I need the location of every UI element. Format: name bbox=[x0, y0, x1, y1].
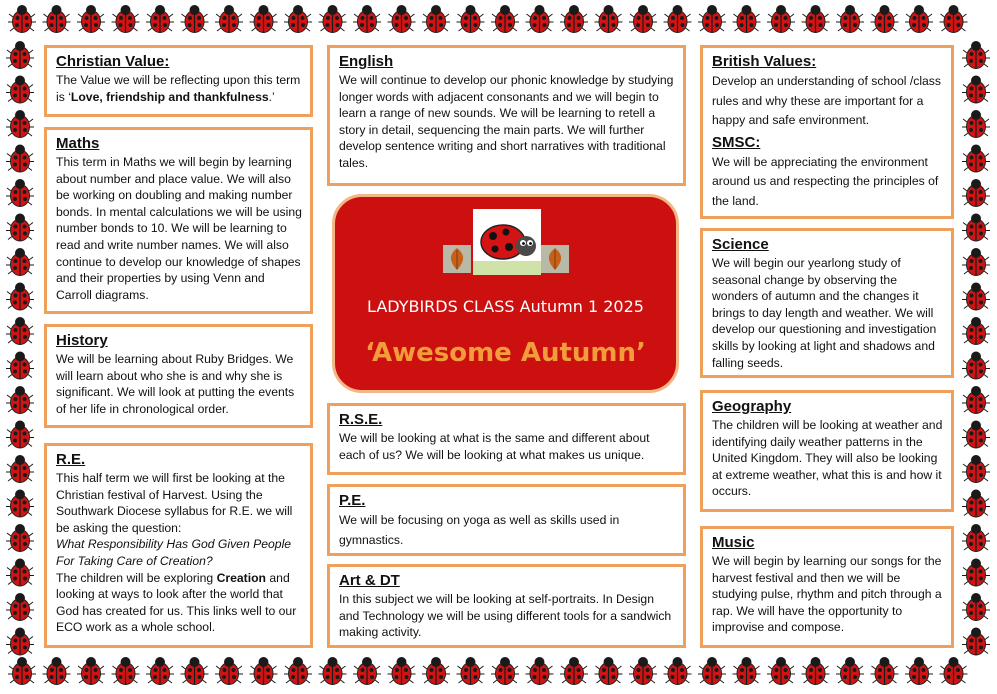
ladybird-icon bbox=[6, 110, 34, 138]
rse-text: We will be looking at what is the same and different about each of us? We will be looking at what makes us unique. bbox=[339, 431, 650, 462]
ladybird-icon bbox=[457, 5, 485, 33]
ladybird-icon bbox=[836, 657, 864, 685]
british-values-heading: British Values: bbox=[712, 53, 817, 70]
ladybird-icon bbox=[595, 5, 623, 33]
ladybird-icon bbox=[526, 657, 554, 685]
ladybird-icon bbox=[250, 5, 278, 33]
history-heading: History bbox=[56, 332, 108, 349]
christian-value-text: The Value we will be reflecting upon this term is ‘Love, friendship and thankfulness.’ bbox=[56, 73, 301, 104]
ladybird-icon bbox=[6, 490, 34, 518]
ladybird-icon bbox=[6, 41, 34, 69]
ladybird-icon bbox=[962, 76, 990, 104]
ladybird-icon bbox=[77, 5, 105, 33]
history-text: We will be learning about Ruby Bridges. We will learn about who she is and why she is significant. We will look at putting the events of her life in chronological order. bbox=[56, 352, 295, 416]
ladybird-icon bbox=[8, 657, 36, 685]
rse-box bbox=[327, 403, 686, 475]
ladybird-icon bbox=[962, 248, 990, 276]
ladybird-icon bbox=[664, 5, 692, 33]
ladybird-icon bbox=[388, 5, 416, 33]
ladybird-icon bbox=[664, 657, 692, 685]
ladybird-icon bbox=[962, 593, 990, 621]
ladybird-icon bbox=[802, 5, 830, 33]
ladybird-icon bbox=[215, 657, 243, 685]
ladybird-icon bbox=[6, 593, 34, 621]
ladybird-icon bbox=[560, 5, 588, 33]
ladybird-icon bbox=[733, 657, 761, 685]
ladybird-icon bbox=[353, 5, 381, 33]
ladybird-icon bbox=[802, 657, 830, 685]
ladybird-icon bbox=[43, 5, 71, 33]
autumn-leaf-icon bbox=[443, 245, 471, 273]
ladybird-icon bbox=[560, 657, 588, 685]
ladybird-icon bbox=[146, 5, 174, 33]
ladybird-icon bbox=[6, 421, 34, 449]
ladybird-icon bbox=[491, 657, 519, 685]
ladybird-icon bbox=[767, 657, 795, 685]
ladybird-icon bbox=[962, 628, 990, 656]
ladybird-icon bbox=[962, 559, 990, 587]
ladybird-icon bbox=[962, 179, 990, 207]
english-heading: English bbox=[339, 53, 394, 70]
smsc-heading: SMSC: bbox=[712, 133, 761, 151]
art-dt-box bbox=[327, 564, 686, 648]
autumn-leaf-icon bbox=[541, 245, 569, 273]
british-values-text: Develop an understanding of school /class rules and why these are important for a happy and safe environment. bbox=[712, 74, 941, 127]
ladybird-icon bbox=[6, 214, 34, 242]
ladybird-icon bbox=[6, 317, 34, 345]
ladybird-icon bbox=[6, 455, 34, 483]
ladybird-icon bbox=[6, 352, 34, 380]
ladybird-icon bbox=[6, 386, 34, 414]
ladybird-icon bbox=[457, 657, 485, 685]
history-box bbox=[44, 324, 313, 428]
ladybird-icon bbox=[6, 628, 34, 656]
ladybird-icon bbox=[6, 559, 34, 587]
christian-value-heading: Christian Value: bbox=[56, 53, 170, 70]
english-text: We will continue to develop our phonic knowledge by studying longer words with adjacent consonants and we will begin to learn a range of new sounds. We will be learning to retell a story in detail, sequencing the main parts. We will further develop sentence writing and short narratives with traditional tales. bbox=[339, 73, 674, 170]
ladybird-icon bbox=[940, 5, 968, 33]
english-box bbox=[327, 45, 686, 186]
art-dt-text: In this subject we will be looking at self-portraits. In Design and Technology we will be using different tools for a sandwich making activity. bbox=[339, 592, 672, 640]
ladybird-icon bbox=[871, 657, 899, 685]
ladybird-icon bbox=[629, 5, 657, 33]
ladybird-icon bbox=[215, 5, 243, 33]
ladybird-icon bbox=[962, 455, 990, 483]
ladybird-icon bbox=[319, 5, 347, 33]
ladybird-icon bbox=[319, 657, 347, 685]
ladybird-icon bbox=[6, 76, 34, 104]
ladybird-icon bbox=[6, 248, 34, 276]
maths-box bbox=[44, 127, 313, 314]
ladybird-icon bbox=[595, 657, 623, 685]
ladybird-icon bbox=[526, 5, 554, 33]
geography-box bbox=[700, 390, 954, 512]
maths-text: This term in Maths we will begin by learning about number and place value. We will also be working on doubling and making number bonds. In mental calculations we will be using number bonds to 10. We will be learning to read and write number names. We will also continue to develop our knowledge of shapes and their properties by using Venn and Carroll diagrams. bbox=[56, 155, 302, 302]
class-title-panel bbox=[332, 194, 679, 393]
ladybird-icon bbox=[8, 5, 36, 33]
ladybird-icon bbox=[962, 41, 990, 69]
geography-text: The children will be looking at weather and identifying daily weather patterns in the United Kingdom. They will also be looking at extreme weather, what this is and how it occurs. bbox=[712, 418, 943, 499]
ladybird-icon bbox=[905, 5, 933, 33]
class-title: LADYBIRDS CLASS Autumn 1 2025 bbox=[367, 297, 644, 316]
music-text: We will begin by learning our songs for the harvest festival and then we will be studying pulse, rhythm and pitch through a rap. We will have the opportunity to improvise and compose. bbox=[712, 554, 942, 635]
maths-heading: Maths bbox=[56, 135, 100, 152]
rse-heading: R.S.E. bbox=[339, 411, 383, 428]
ladybird-icon bbox=[422, 5, 450, 33]
christian-value-box bbox=[44, 45, 313, 117]
ladybird-icon bbox=[940, 657, 968, 685]
ladybird-icon bbox=[962, 145, 990, 173]
ladybird-icon bbox=[491, 5, 519, 33]
ladybird-icon bbox=[962, 317, 990, 345]
ladybird-icon bbox=[146, 657, 174, 685]
science-text: We will begin our yearlong study of seasonal change by observing the wonders of autumn and the changes it brings to day length and weather. We will develop our questioning and investigation skills by looking at light and shadows and falling seeds. bbox=[712, 256, 937, 370]
british-values-box bbox=[700, 45, 954, 219]
re-box bbox=[44, 443, 313, 648]
ladybird-logo-icon bbox=[473, 209, 541, 275]
pe-box bbox=[327, 484, 686, 556]
ladybird-icon bbox=[6, 283, 34, 311]
ladybird-icon bbox=[77, 657, 105, 685]
ladybird-icon bbox=[962, 283, 990, 311]
ladybird-icon bbox=[6, 145, 34, 173]
ladybird-icon bbox=[767, 5, 795, 33]
ladybird-icon bbox=[181, 657, 209, 685]
science-box bbox=[700, 228, 954, 378]
ladybird-icon bbox=[284, 5, 312, 33]
ladybird-icon bbox=[284, 657, 312, 685]
ladybird-icon bbox=[962, 214, 990, 242]
re-text: This half term we will first be looking at the Christian festival of Harvest. Using the Southwark Diocese syllabus for R.E. we will be asking the question: bbox=[56, 471, 293, 535]
ladybird-icon bbox=[112, 5, 140, 33]
geography-heading: Geography bbox=[712, 398, 792, 415]
ladybird-icon bbox=[353, 657, 381, 685]
ladybird-icon bbox=[181, 5, 209, 33]
ladybird-icon bbox=[43, 657, 71, 685]
re-text-2: The children will be exploring Creation and looking at ways to look after the world that God has created for us. This links well to our ECO work as a whole school. bbox=[56, 570, 297, 635]
ladybird-icon bbox=[962, 352, 990, 380]
art-dt-heading: Art & DT bbox=[339, 572, 400, 589]
ladybird-icon bbox=[112, 657, 140, 685]
science-heading: Science bbox=[712, 236, 769, 253]
smsc-text: We will be appreciating the environment around us and respecting the principles of the land. bbox=[712, 154, 939, 208]
pe-heading: P.E. bbox=[339, 492, 366, 509]
ladybird-icon bbox=[388, 657, 416, 685]
ladybird-icon bbox=[422, 657, 450, 685]
ladybird-icon bbox=[698, 5, 726, 33]
ladybird-icon bbox=[962, 110, 990, 138]
music-box bbox=[700, 526, 954, 648]
ladybird-icon bbox=[962, 421, 990, 449]
ladybird-icon bbox=[733, 5, 761, 33]
ladybird-icon bbox=[6, 524, 34, 552]
ladybird-icon bbox=[905, 657, 933, 685]
ladybird-icon bbox=[871, 5, 899, 33]
ladybird-icon bbox=[962, 490, 990, 518]
ladybird-icon bbox=[962, 524, 990, 552]
ladybird-icon bbox=[962, 386, 990, 414]
theme-title: ‘Awesome Autumn’ bbox=[365, 338, 646, 368]
ladybird-icon bbox=[836, 5, 864, 33]
ladybird-icon bbox=[629, 657, 657, 685]
pe-text: We will be focusing on yoga as well as skills used in gymnastics. bbox=[339, 513, 620, 547]
re-question: What Responsibility Has God Given People For Taking Care of Creation? bbox=[56, 537, 292, 568]
ladybird-icon bbox=[6, 179, 34, 207]
re-heading: R.E. bbox=[56, 451, 86, 468]
ladybird-icon bbox=[250, 657, 278, 685]
music-heading: Music bbox=[712, 534, 755, 551]
ladybird-icon bbox=[698, 657, 726, 685]
